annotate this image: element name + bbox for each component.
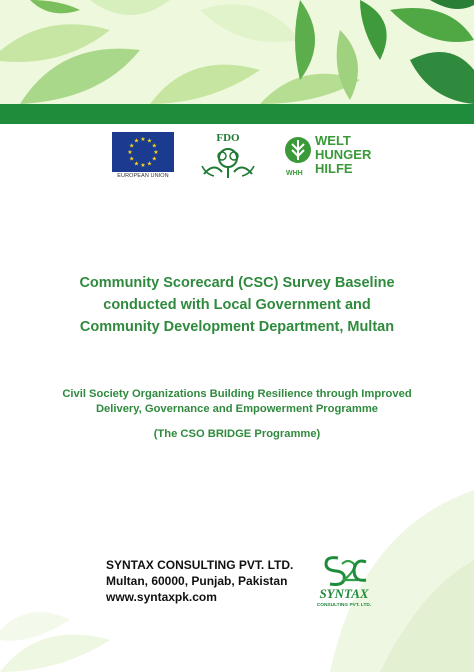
fdo-logo-text: FDO bbox=[216, 132, 240, 144]
eu-star-icon: ★ bbox=[133, 138, 140, 145]
welthungerhilfe-logo bbox=[284, 134, 384, 180]
eu-stars-graphic bbox=[112, 132, 174, 172]
title-line: conducted with Local Government and bbox=[103, 297, 371, 313]
eu-star-icon: ★ bbox=[129, 156, 135, 163]
programme-description bbox=[0, 387, 474, 417]
eu-star-icon: ★ bbox=[151, 143, 157, 150]
eu-flag-icon bbox=[112, 132, 174, 172]
subtitle-line: Delivery, Governance and Empowerment Programme bbox=[95, 403, 379, 415]
wheat-icon bbox=[284, 136, 312, 168]
title-line: Community Development Department, Multan bbox=[79, 319, 395, 335]
cotton-plant-icon bbox=[198, 144, 258, 182]
eu-star-icon: ★ bbox=[151, 156, 157, 163]
wordmark-line: HUNGER bbox=[315, 147, 372, 162]
company-name: SYNTAX CONSULTING PVT. LTD. bbox=[106, 558, 294, 572]
subtitle-line: Civil Society Organizations Building Resilience through Improved bbox=[62, 388, 412, 400]
leaf-pattern-graphic bbox=[0, 0, 474, 104]
welthungerhilfe-wordmark bbox=[315, 134, 371, 176]
wordmark-line: WELT bbox=[315, 133, 351, 148]
partner-logos bbox=[0, 130, 474, 180]
eu-star-icon: ★ bbox=[140, 137, 146, 143]
fdo-logo bbox=[198, 132, 258, 180]
report-title bbox=[0, 272, 474, 338]
eu-star-icon: ★ bbox=[146, 161, 153, 168]
wordmark-line: HILFE bbox=[315, 161, 353, 176]
syntax-logo bbox=[312, 554, 376, 618]
syntax-wordmark: SYNTAX bbox=[319, 586, 369, 601]
leaf-banner bbox=[0, 0, 474, 104]
syntax-monogram-icon bbox=[312, 554, 376, 588]
eu-star-icon: ★ bbox=[133, 161, 140, 168]
header-band bbox=[0, 104, 474, 124]
eu-star-icon: ★ bbox=[140, 163, 146, 169]
eu-star-icon: ★ bbox=[153, 150, 159, 156]
eu-logo bbox=[112, 132, 174, 180]
whh-abbreviation: WHH bbox=[286, 170, 303, 177]
syntax-tagline: CONSULTING PVT. LTD. bbox=[316, 603, 372, 608]
company-address: Multan, 60000, Punjab, Pakistan bbox=[106, 574, 288, 588]
eu-star-icon: ★ bbox=[129, 143, 135, 150]
eu-caption: EUROPEAN UNION bbox=[117, 173, 169, 179]
title-line: Community Scorecard (CSC) Survey Baseline bbox=[79, 275, 395, 291]
eu-star-icon: ★ bbox=[127, 150, 133, 156]
eu-star-icon: ★ bbox=[146, 138, 153, 145]
company-website-link[interactable]: www.syntaxpk.com bbox=[106, 590, 217, 604]
consultant-contact bbox=[106, 557, 293, 605]
programme-name: (The CSO BRIDGE Programme) bbox=[153, 428, 321, 440]
